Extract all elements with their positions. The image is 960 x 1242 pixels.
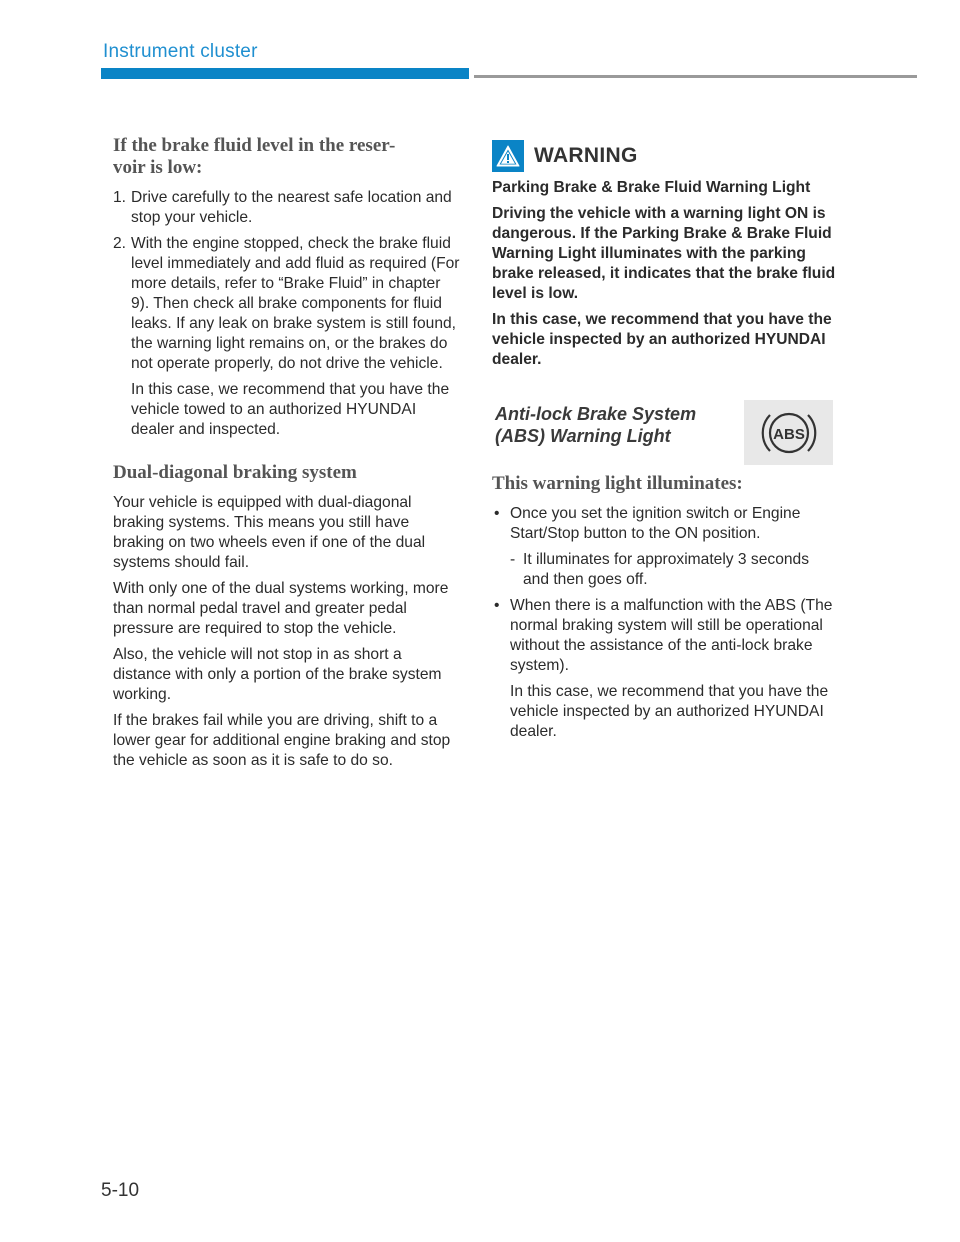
warning-title: WARNING [534, 144, 638, 167]
step-1-text: Drive carefully to the nearest safe location and stop your vehicle. [131, 189, 452, 226]
towed-note: In this case, we recommend that you have the vehicle towed to an authorized HYUNDAI dealer and inspected. [131, 381, 450, 438]
header-divider-rule [474, 75, 917, 78]
section-header-title: Instrument cluster [103, 41, 258, 62]
dual-paragraph-2: With only one of the dual systems working, more than normal pedal travel and greater pedal pressure are required to stop the vehicle. [113, 580, 449, 637]
bullet-item-1 [492, 504, 837, 544]
dual-paragraph-1: Your vehicle is equipped with dual-diagonal braking systems. This means you still have braking on two wheels even if one of the dual systems should fail. [113, 494, 426, 571]
header-accent-rule [101, 68, 469, 79]
warning-subtitle: Parking Brake & Brake Fluid Warning Light [492, 179, 811, 196]
bullet-2-text: When there is a malfunction with the ABS (The normal braking system will still be operational without the assistance of the anti-lock brake system). [510, 597, 833, 674]
inspection-note: In this case, we recommend that you have the vehicle inspected by an authorized HYUNDAI dealer. [510, 683, 829, 740]
right-column [492, 140, 837, 748]
left-column [113, 135, 461, 777]
warning-header [492, 140, 837, 172]
illuminates-heading: This warning light illuminates: [492, 473, 743, 494]
abs-title: Anti-lock Brake System (ABS) Warning Light [495, 404, 697, 446]
bullet-item-2 [492, 596, 837, 676]
bullet-1-text: Once you set the ignition switch or Engine Start/Stop button to the ON position. [510, 505, 801, 542]
abs-warning-icon [744, 400, 833, 465]
page-number: 5-10 [101, 1180, 140, 1201]
bullet-mark: • [494, 597, 500, 614]
step-2-number: 2. [113, 235, 127, 252]
sub-item-1 [492, 550, 837, 590]
step-2-text: With the engine stopped, check the brake fluid level immediately and add fluid as required (For more details, refer to “Brake Fluid” in chapter 9). Then check all brake components for fluid leaks. If any leak on brake system is still found, the warning light remains on, or the brakes do not operate properly, do not drive the vehicle. [131, 235, 460, 372]
step-2 [113, 234, 461, 374]
fluid-low-heading: If the brake fluid level in the reser- voir is low: [113, 135, 396, 178]
abs-section [492, 403, 837, 473]
warning-paragraph-1: Driving the vehicle with a warning light ON is dangerous. If the Parking Brake & Brake Fluid Warning Light illuminates with the parking brake released, it indicates that the brake fluid level is low. [492, 205, 836, 302]
step-1-number: 1. [113, 189, 127, 206]
dual-paragraph-4: If the brakes fail while you are driving, shift to a lower gear for additional engine braking and stop the vehicle as soon as it is safe to do so. [113, 712, 451, 769]
sub-item-1-text: It illuminates for approximately 3 seconds and then goes off. [523, 551, 810, 588]
step-1 [113, 188, 461, 228]
dual-paragraph-3: Also, the vehicle will not stop in as short a distance with only a portion of the brake system working. [113, 646, 442, 703]
dash-mark: - [510, 551, 516, 568]
bullet-mark: • [494, 505, 500, 522]
warning-paragraph-2: In this case, we recommend that you have the vehicle inspected by an authorized HYUNDAI dealer. [492, 311, 832, 368]
warning-triangle-icon [492, 140, 524, 172]
dual-diagonal-heading: Dual-diagonal braking system [113, 462, 357, 483]
abs-icon-label: ABS [772, 425, 805, 443]
